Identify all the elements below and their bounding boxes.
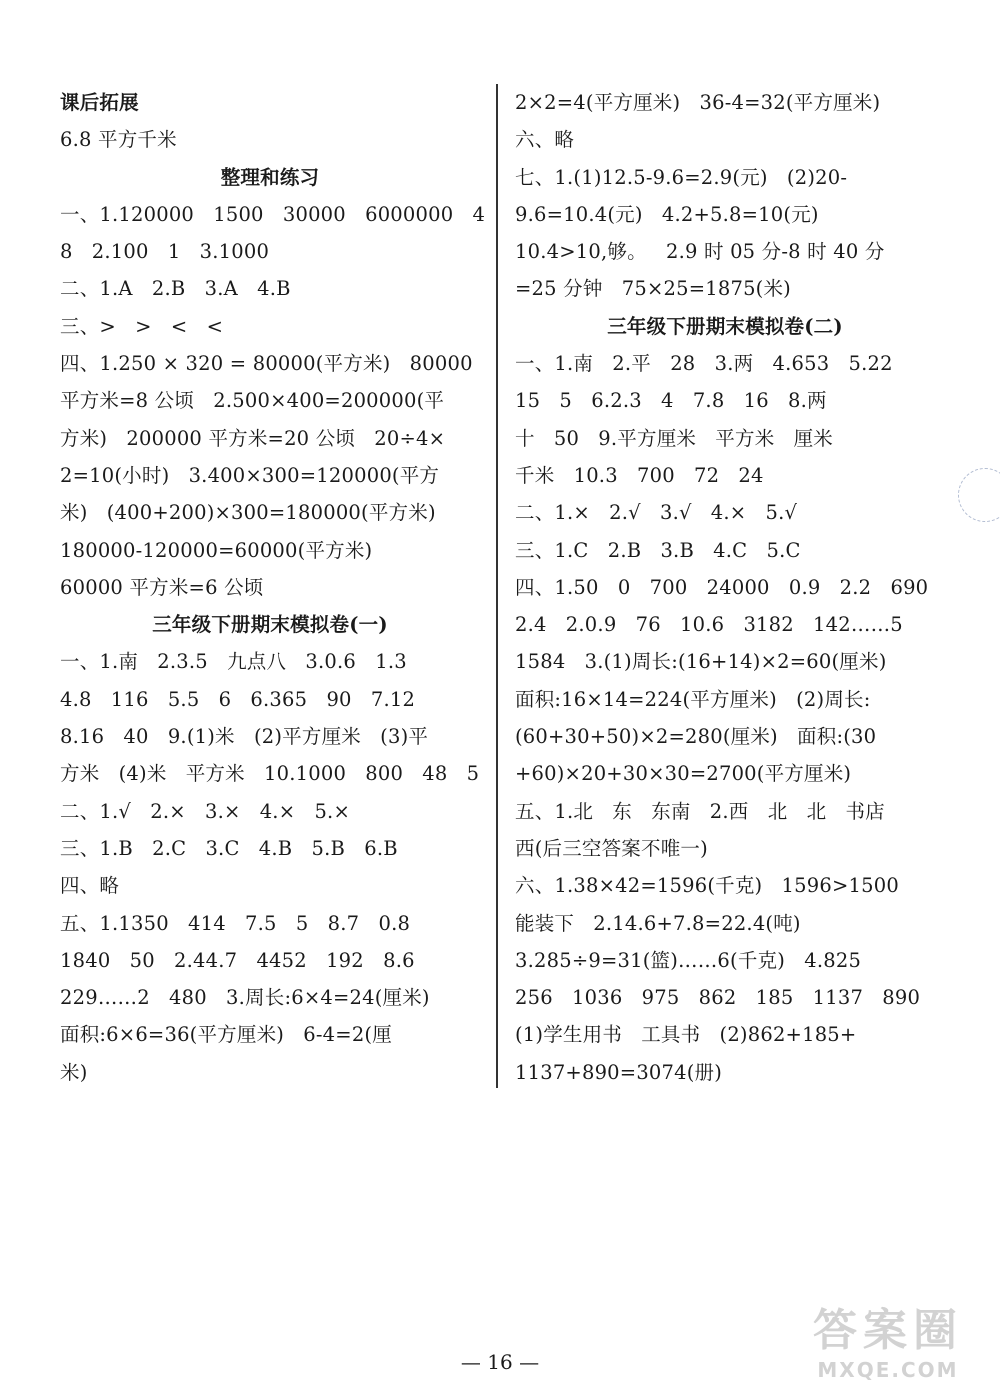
answer-line: 4.8 116 5.5 6 6.365 90 7.12 — [60, 687, 416, 711]
answer-line: 方米 (4)米 平方米 10.1000 800 48 5 — [60, 762, 480, 786]
answer-line: 二、1.√ 2.× 3.× 4.× 5.× — [60, 799, 350, 823]
watermark-text-bottom: MXQE.COM — [817, 1358, 959, 1382]
answer-line: 平方米=8 公顷 2.500×400=200000(平 — [60, 389, 445, 413]
answer-line: 十 50 9.平方厘米 平方米 厘米 — [515, 426, 833, 450]
watermark-text-top: 答案圈 — [813, 1305, 963, 1356]
answer-line: 四、1.250 × 320 = 80000(平方米) 80000 — [60, 352, 473, 376]
page-number: — 16 — — [460, 1350, 540, 1374]
answer-line: 1840 50 2.44.7 4452 192 8.6 — [60, 948, 415, 972]
watermark-logo — [788, 1305, 988, 1389]
answer-line: 面积:6×6=36(平方厘米) 6-4=2(厘 — [60, 1023, 392, 1047]
answer-line: 6.8 平方千米 — [60, 128, 177, 152]
answer-line: 五、1.北 东 东南 2.西 北 北 书店 — [515, 799, 885, 823]
answer-line: 七、1.(1)12.5-9.6=2.9(元) (2)20- — [515, 165, 848, 189]
answer-line: 能装下 2.14.6+7.8=22.4(吨) — [515, 911, 801, 935]
answer-line: 三、1.B 2.C 3.C 4.B 5.B 6.B — [60, 836, 398, 860]
answer-line: 四、略 — [60, 874, 120, 898]
answer-line: 256 1036 975 862 185 1137 890 — [515, 986, 921, 1010]
answer-line: 千米 10.3 700 72 24 — [515, 463, 764, 487]
answer-line: 六、略 — [515, 128, 575, 152]
answer-line: =25 分钟 75×25=1875(米) — [515, 277, 791, 301]
section-title: 三年级下册期末模拟卷(一) — [152, 613, 388, 637]
answer-line: 1584 3.(1)周长:(16+14)×2=60(厘米) — [515, 650, 887, 674]
section-title: 整理和练习 — [220, 165, 320, 189]
answer-line: 米) — [60, 1060, 88, 1084]
answer-line: 三、1.C 2.B 3.B 4.C 5.C — [515, 538, 801, 562]
section-title: 三年级下册期末模拟卷(二) — [607, 314, 843, 338]
answer-line: 二、1.A 2.B 3.A 4.B — [60, 277, 291, 301]
answer-line: +60)×20+30×30=2700(平方厘米) — [515, 762, 852, 786]
answer-line: 一、1.南 2.3.5 九点八 3.0.6 1.3 — [60, 650, 407, 674]
answer-line: 课后拓展 — [60, 91, 139, 114]
answer-line: 六、1.38×42=1596(千克) 1596>1500 — [515, 874, 899, 898]
answer-line: (60+30+50)×2=280(厘米) 面积:(30 — [515, 725, 877, 749]
answer-line: 9.6=10.4(元) 4.2+5.8=10(元) — [515, 202, 819, 226]
answer-line: 10.4>10,够。 2.9 时 05 分-8 时 40 分 — [515, 240, 885, 264]
left-column — [60, 84, 486, 1091]
answer-line: 15 5 6.2.3 4 7.8 16 8.两 — [515, 389, 827, 413]
answer-line: 二、1.× 2.√ 3.√ 4.× 5.√ — [515, 501, 798, 525]
answer-line: 180000-120000=60000(平方米) — [60, 538, 373, 562]
answer-line: 1137+890=3074(册) — [515, 1060, 723, 1084]
answer-line: 方米) 200000 平方米=20 公顷 20÷4× — [60, 426, 446, 450]
answer-line: 西(后三空答案不唯一) — [515, 836, 708, 860]
column-divider — [496, 84, 498, 1088]
answer-line: 四、1.50 0 700 24000 0.9 2.2 690 — [515, 575, 929, 599]
answer-line: 2.4 2.0.9 76 10.6 3182 142……5 — [515, 613, 903, 637]
answer-line: 五、1.1350 414 7.5 5 8.7 0.8 — [60, 911, 411, 935]
answer-line: 三、> > < < — [60, 314, 224, 338]
answer-line: 8 2.100 1 3.1000 — [60, 240, 270, 264]
answer-line: 8.16 40 9.(1)米 (2)平方厘米 (3)平 — [60, 725, 429, 749]
right-column — [515, 84, 935, 1091]
answer-line: (1)学生用书 工具书 (2)862+185+ — [515, 1023, 857, 1047]
answer-line: 229……2 480 3.周长:6×4=24(厘米) — [60, 986, 430, 1010]
answer-line: 60000 平方米=6 公顷 — [60, 575, 264, 599]
answer-line: 面积:16×14=224(平方厘米) (2)周长: — [515, 687, 871, 711]
answer-line: 一、1.南 2.平 28 3.两 4.653 5.22 — [515, 352, 893, 376]
answer-line: 3.285÷9=31(篮)……6(千克) 4.825 — [515, 948, 862, 972]
answer-line: 米) (400+200)×300=180000(平方米) — [60, 501, 436, 525]
answer-line: 一、1.120000 1500 30000 6000000 4 — [60, 202, 486, 226]
answer-line: 2=10(小时) 3.400×300=120000(平方 — [60, 463, 440, 487]
answer-line: 2×2=4(平方厘米) 36-4=32(平方厘米) — [515, 91, 881, 114]
stamp-icon — [958, 468, 1000, 522]
